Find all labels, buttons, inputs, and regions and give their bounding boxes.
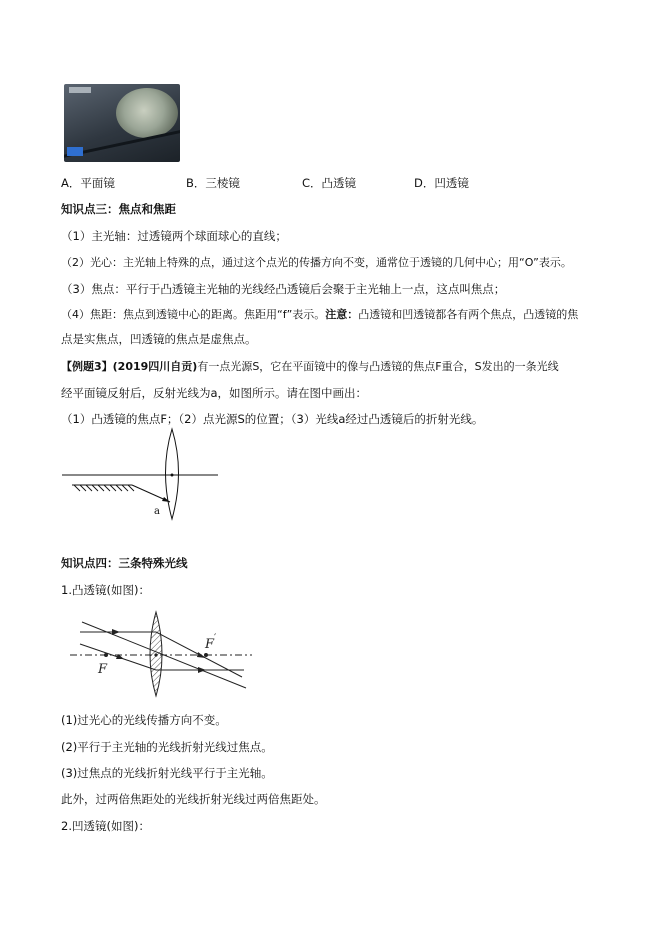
- mirror-hatching: [74, 485, 134, 491]
- concave-heading: 2.凹透镜(如图)：: [61, 819, 150, 833]
- example3-figure: [58, 425, 228, 525]
- option-c: C．凸透镜: [302, 176, 357, 190]
- rule-1: (1)过光心的光线传播方向不变。: [61, 713, 227, 727]
- rule-2: (2)平行于主光轴的光线折射光线过焦点。: [61, 740, 273, 754]
- station-badge: [67, 147, 83, 156]
- focus-left-dot: [104, 653, 108, 657]
- focus-left-label: F: [98, 662, 108, 677]
- example3-line2: 经平面镜反射后，反射光线为a，如图所示。请在图中画出：: [61, 386, 368, 400]
- water-drop-image: [116, 88, 178, 138]
- ray-label-a: a: [154, 506, 160, 517]
- extra-rule: 此外，过两倍焦距处的光线折射光线过两倍焦距处。: [61, 792, 326, 806]
- note-text: 凸透镜和凹透镜都各有两个焦点，凸透镜的焦: [358, 308, 579, 321]
- knowledge3-item-1: （1）主光轴：过透镜两个球面球心的直线；: [61, 229, 287, 243]
- knowledge3-item-2: （2）光心：主光轴上特殊的点，通过这个点光的传播方向不变，通常位于透镜的几何中心；用“O”表示。: [61, 256, 572, 269]
- focal-length-text: （4）焦距：焦点到透镜中心的距离。焦距用“f”表示。: [61, 308, 326, 321]
- option-d: D．凹透镜: [414, 176, 469, 190]
- knowledge4-title: 知识点四：三条特殊光线: [61, 556, 188, 570]
- optical-center-dot: [154, 653, 157, 656]
- channel-logo: [69, 87, 91, 93]
- example3-line1: [61, 360, 559, 374]
- knowledge3-item-4: [61, 308, 578, 322]
- convex-rays-figure: [66, 610, 256, 698]
- example3-label: 【例题3】(2019四川自贡): [61, 360, 198, 373]
- arrow-parallel-in: [112, 629, 120, 635]
- option-a: A．平面镜: [61, 176, 115, 190]
- ray-arrow: [162, 497, 170, 502]
- focus-right-dot: [204, 653, 208, 657]
- focus-right-prime: ′: [214, 633, 217, 644]
- knowledge3-title: 知识点三：焦点和焦距: [61, 202, 176, 216]
- example3-text1: 有一点光源S，它在平面镜中的像与凸透镜的焦点F重合，S发出的一条光线: [197, 360, 559, 373]
- knowledge3-item-5: 点是实焦点，凹透镜的焦点是虚焦点。: [61, 332, 257, 346]
- windshield-photo: [64, 84, 180, 162]
- note-label: 注意：: [325, 308, 359, 321]
- focus-right-label: F: [205, 637, 215, 652]
- convex-heading: 1.凸透镜(如图)：: [61, 583, 150, 597]
- rule-3: (3)过焦点的光线折射光线平行于主光轴。: [61, 766, 273, 780]
- option-b: B．三棱镜: [186, 176, 240, 190]
- optical-center: [171, 474, 174, 477]
- arrow-focus-out: [198, 667, 206, 673]
- knowledge3-item-3: （3）焦点：平行于凸透镜主光轴的光线经凸透镜后会聚于主光轴上一点，这点叫焦点；: [61, 282, 506, 296]
- example3-line3: （1）凸透镜的焦点F；（2）点光源S的位置；（3）光线a经过凸透镜后的折射光线。: [61, 412, 484, 426]
